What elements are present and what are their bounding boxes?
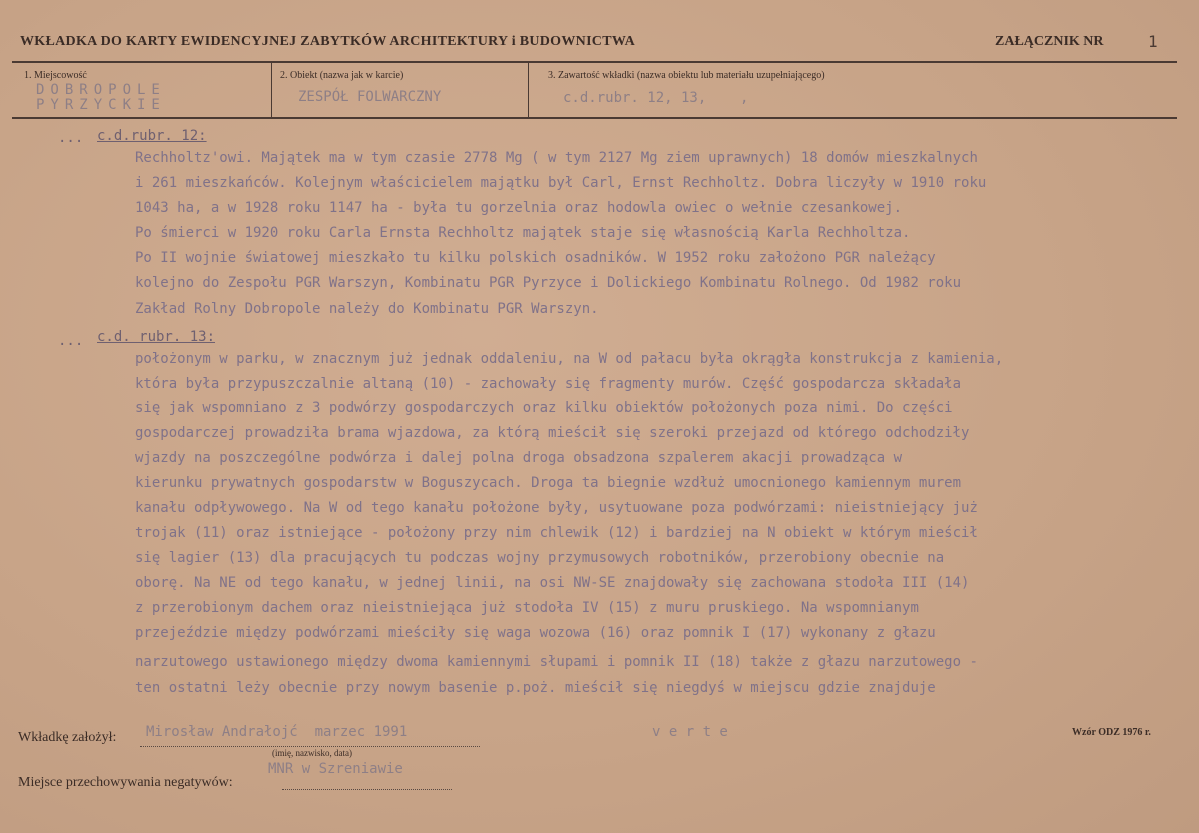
section-1-line: Po śmierci w 1920 roku Carla Ernsta Rechholtz majątek staje się własnością Karla Rechholtza. (135, 225, 911, 241)
section-1-line: Po II wojnie światowej mieszkało tu kilku polskich osadników. W 1952 roku założono PGR należący (135, 250, 936, 266)
section-1-line: Zakład Rolny Dobropole należy do Kombinatu PGR Warszyn. (135, 301, 599, 317)
template-label: Wzór ODZ 1976 r. (1072, 727, 1151, 738)
storage-label: Miejsce przechowywania negatywów: (18, 775, 233, 790)
section-1-line: i 261 mieszkańców. Kolejnym właścicielem majątku był Carl, Ernst Rechholtz. Dobra liczyły w 1910 roku (135, 175, 987, 191)
section-1-line: 1043 ha, a w 1928 roku 1147 ha - była tu gorzelnia oraz hodowla owiec o wełnie czesankowej. (135, 200, 903, 216)
annex-number: 1 (1148, 32, 1158, 51)
contents-label: 3. Zawartość wkładki (nazwa obiektu lub materiału uzupełniającego) (548, 70, 825, 81)
form-title: WKŁADKA DO KARTY EWIDENCYJNEJ ZABYTKÓW ARCHITEKTURY i BUDOWNICTWA (20, 34, 636, 49)
section-2-line: kanału odpływowego. Na W od tego kanału położone były, usytuowane poza podwórzami: nieistniejący już (135, 500, 978, 516)
section-2-line: narzutowego ustawionego między dwoma kamiennymi słupami i pomnik II (18) także z głazu narzutowego - (135, 654, 978, 670)
section-2-line: się lagier (13) dla pracujących tu podczas wojny przymusowych robotników, przerobiony obecnie na (135, 550, 945, 566)
section-2-line: wjazdy na poszczególne podwórza i dalej polna droga obsadzona szpalerem akacji prowadząca w (135, 450, 903, 466)
section-2-line: z przerobionym dachem oraz nieistniejąca już stodoła IV (15) z muru pruskiego. Na wspomnianym (135, 600, 919, 616)
locality-label: 1. Miejscowość (24, 70, 87, 81)
contents-value: c.d.rubr. 12, 13, , (563, 90, 749, 106)
author-label: Wkładkę założył: (18, 730, 117, 745)
storage-dotted-line (282, 789, 452, 790)
locality-value-line-2: PYRZYCKIE (36, 97, 166, 113)
object-label: 2. Obiekt (nazwa jak w karcie) (280, 70, 404, 81)
annex-label: ZAŁĄCZNIK NR (995, 34, 1104, 49)
section-2-line: gospodarczej prowadziła brama wjazdowa, za którą mieścił się szeroki przejazd od którego odchodziły (135, 425, 970, 441)
section-2-line: trojak (11) oraz istniejące - położony przy nim chlewik (12) i bardziej na N obiekt w którym mieścił (135, 525, 978, 541)
section-1-head-prefix: ... (58, 130, 84, 146)
section-2-line: położonym w parku, w znacznym już jednak oddaleniu, na W od pałacu była okrągła konstrukcja z kamienia, (135, 351, 1004, 367)
section-1-heading: c.d.rubr. 12: (97, 128, 207, 144)
author-value: Mirosław Andrałojć marzec 1991 (146, 724, 408, 740)
locality-value-line-1: DOBROPOLE (36, 82, 166, 98)
author-hint: (imię, nazwisko, data) (272, 748, 352, 758)
section-2-line: przejeździe między podwórzami mieściły się waga wozowa (16) oraz pomnik I (17) wykonany z głazu (135, 625, 936, 641)
section-2-line: się jak wspomniano z 3 podwórzy gospodarczych oraz kilku obiektów położonych poza nimi. Do części (135, 400, 953, 416)
section-1-line: kolejno do Zespołu PGR Warszyn, Kombinatu PGR Pyrzyce i Dolickiego Kombinatu Rolnego. Od 1982 roku (135, 275, 962, 291)
verte-note: v e r t e (652, 724, 728, 740)
section-1-line: Rechholtz'owi. Majątek ma w tym czasie 2778 Mg ( w tym 2127 Mg ziem uprawnych) 18 domów mieszkalnych (135, 150, 978, 166)
object-value: ZESPÓŁ FOLWARCZNY (298, 89, 442, 105)
field-divider-2 (528, 61, 529, 117)
header-rule (12, 61, 1177, 63)
section-2-line: ten ostatni leży obecnie przy nowym basenie p.poż. mieścił się niegdyś w miejscu gdzie znajduje (135, 680, 936, 696)
section-2-line: oborę. Na NE od tego kanału, w jednej linii, na osi NW-SE znajdowały się zachowana stodoła III (14) (135, 575, 970, 591)
section-2-line: kierunku prywatnych gospodarstw w Boguszycach. Droga ta biegnie wzdłuż umocnionego kamiennym murem (135, 475, 962, 491)
section-2-head-prefix: ... (58, 333, 84, 349)
storage-value: MNR w Szreniawie (268, 761, 403, 777)
field-divider-1 (271, 61, 272, 117)
author-dotted-line (140, 746, 480, 747)
fields-bottom-rule (12, 117, 1177, 119)
section-2-line: która była przypuszczalnie altaną (10) - zachowały się fragmenty murów. Część gospodarcza składała (135, 376, 962, 392)
section-2-heading: c.d. rubr. 13: (97, 329, 216, 345)
